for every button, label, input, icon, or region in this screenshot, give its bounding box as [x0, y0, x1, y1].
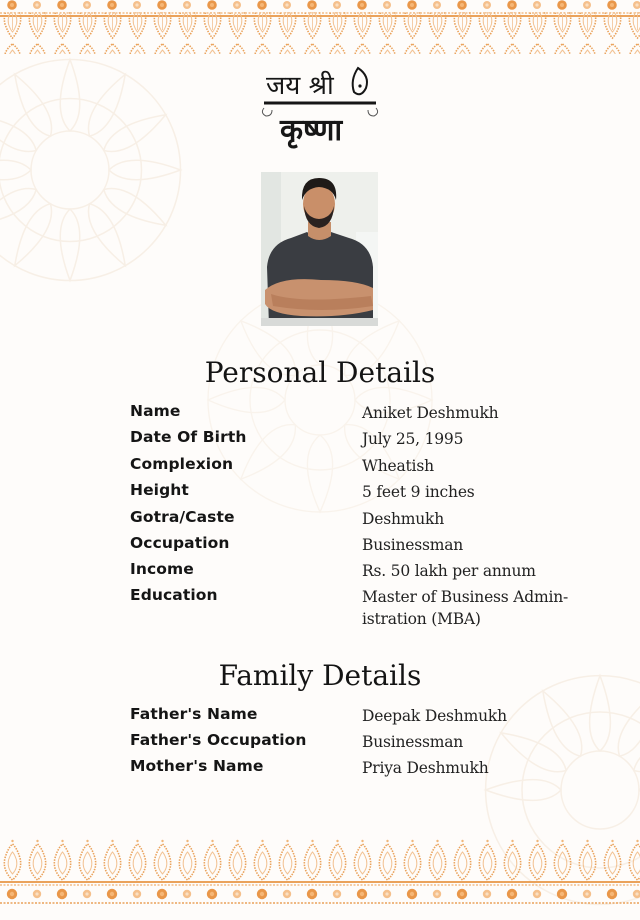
- top-ornamental-border: [0, 0, 640, 54]
- detail-value: July 25, 1995: [362, 430, 464, 448]
- detail-value-line1: Master of Business Admin-: [362, 588, 569, 606]
- family-row-father-name: [0, 705, 640, 731]
- detail-label: Date Of Birth: [130, 428, 247, 446]
- family-details-heading: Family Details: [218, 659, 422, 692]
- detail-value: [362, 586, 592, 630]
- detail-row-dob: [0, 428, 640, 454]
- detail-label: Father's Occupation: [130, 731, 307, 749]
- personal-details-heading: Personal Details: [204, 356, 436, 389]
- detail-label: Father's Name: [130, 705, 258, 723]
- detail-label: Gotra/Caste: [130, 508, 235, 526]
- detail-value: Priya Deshmukh: [362, 759, 489, 777]
- detail-row-gotra: [0, 508, 640, 534]
- detail-value: Businessman: [362, 536, 464, 554]
- detail-label: Name: [130, 402, 181, 420]
- detail-row-income: [0, 560, 640, 586]
- detail-value: Wheatish: [362, 457, 434, 475]
- detail-label: Mother's Name: [130, 757, 264, 775]
- detail-value: Rs. 50 lakh per annum: [362, 562, 536, 580]
- detail-value: Deshmukh: [362, 510, 444, 528]
- detail-value: Businessman: [362, 733, 464, 751]
- logo-line2: कृष्णा: [280, 113, 343, 148]
- detail-value: Aniket Deshmukh: [362, 404, 499, 422]
- detail-value: Deepak Deshmukh: [362, 707, 507, 725]
- detail-label: Occupation: [130, 534, 230, 552]
- detail-row-education: [0, 586, 640, 634]
- detail-row-occupation: [0, 534, 640, 560]
- detail-label: Complexion: [130, 455, 234, 473]
- detail-row-complexion: [0, 455, 640, 481]
- detail-row-height: [0, 481, 640, 507]
- mandala-watermark-icon: [0, 40, 200, 300]
- detail-row-name: [0, 402, 640, 428]
- detail-value: 5 feet 9 inches: [362, 483, 475, 501]
- bottom-ornamental-border: [0, 838, 640, 905]
- detail-value-line2: istration (MBA): [362, 610, 481, 628]
- family-row-mother-name: [0, 757, 640, 783]
- profile-photo-illustration: [261, 172, 378, 326]
- detail-label: Income: [130, 560, 194, 578]
- jai-shri-krishna-logo: [258, 58, 382, 150]
- family-row-father-occupation: [0, 731, 640, 757]
- profile-photo: [261, 172, 378, 326]
- detail-label: Height: [130, 481, 189, 499]
- detail-label: Education: [130, 586, 218, 604]
- logo-line1: जय श्री: [266, 71, 334, 101]
